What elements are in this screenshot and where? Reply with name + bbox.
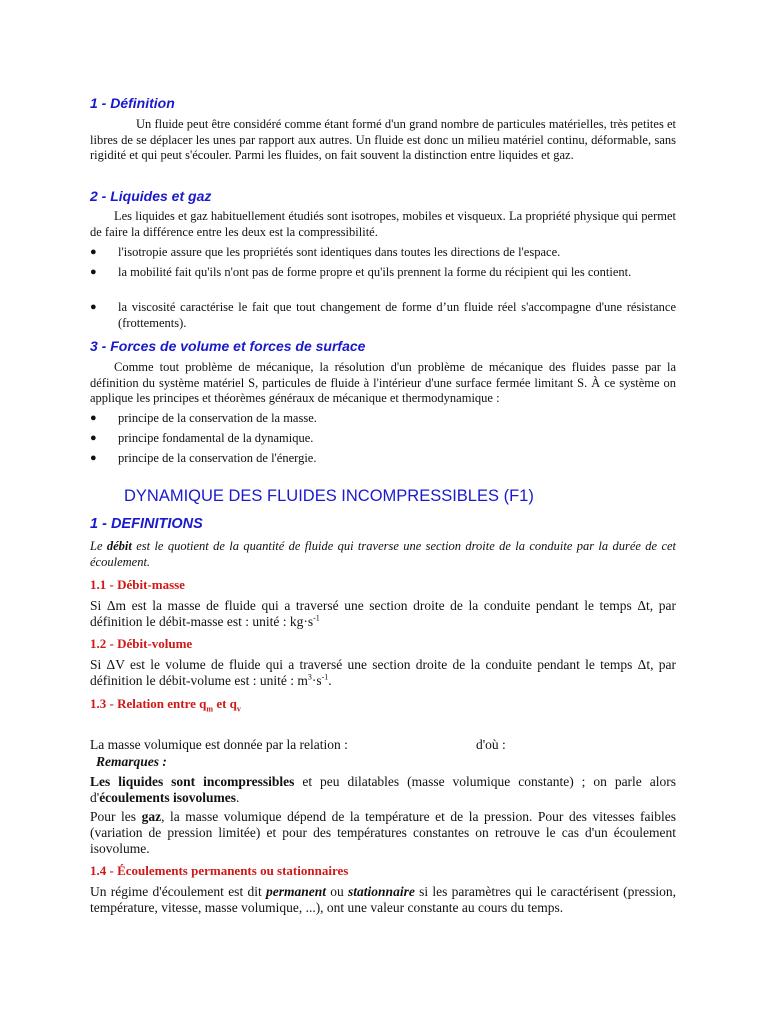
list-item-text: principe de la conservation de la masse.: [118, 411, 317, 425]
bullet-icon: ●: [90, 432, 97, 444]
s12-mid: ·s: [311, 673, 322, 688]
bullet-icon: ●: [90, 412, 97, 424]
section-2-heading: 2 - Liquides et gaz: [90, 188, 212, 204]
list-item: [90, 451, 676, 467]
gaz-text: [90, 809, 676, 857]
list-item-text: principe fondamental de la dynamique.: [118, 431, 314, 445]
s13-h-b: et q: [213, 696, 237, 711]
debit-definition: [90, 539, 676, 570]
section-1-text: Un fluide peut être considéré comme étant formé d'un grand nombre de particules matérielles, très petites et libres de se déplacer les unes par rapport aux autres. Un fluide est donc un milieu matériel continu, déformable, sans rigidité et qui peut s'écouler. Parmi les fluides, on fait souvent la distinction entre liquides et gaz.: [90, 117, 676, 162]
s12-line2: définition le débit-volume est : unité : m: [90, 673, 308, 688]
s14-rest: si les paramètres qui le caractérisent (pression, température, vitesse, masse volumique, ...), ont une valeur constante au cours du temps.: [90, 884, 676, 915]
bullet-icon: ●: [90, 452, 97, 464]
s13-h-sub1: m: [206, 704, 214, 714]
section-2-text: Les liquides et gaz habituellement étudiés sont isotropes, mobiles et visqueux. La propriété physique qui permet de faire la différence entre les deux est la compressibilité.: [90, 209, 676, 239]
list-item: [90, 265, 676, 297]
s13-h-a: 1.3 - Relation entre q: [90, 696, 207, 711]
gaz-rest: , la masse volumique dépend de la température et de la pression. Pour des vitesses faibles (variation de pression limitée) et pour des températures constantes on retrouve le cas d'un écoulement isovolume.: [90, 809, 676, 856]
section-1-4-heading: 1.4 - Écoulements permanents ou stationnaires: [90, 863, 349, 878]
s13-h-sub2: v: [236, 704, 241, 714]
def-term: débit: [106, 539, 132, 553]
liquides-text: [90, 774, 676, 806]
bullet-icon: ●: [90, 301, 97, 313]
def-rest: est le quotient de la quantité de fluide qui traverse une section droite de la conduite par la durée de cet écoulement.: [90, 539, 677, 569]
s11-line1: Si Δm est la masse de fluide qui a traversé une section droite de la conduite pendant le temps Δt, par: [90, 598, 676, 613]
section-1-1-text: [90, 598, 676, 630]
s14-stat: stationnaire: [348, 884, 415, 899]
s11-line2: définition le débit-masse est : unité : kg·s: [90, 614, 314, 629]
s14-perm: permanent: [265, 884, 326, 899]
liq-rest: et peu dilatables (masse volumique constante) ; on parle alors d': [90, 774, 676, 805]
remarques-label: Remarques :: [96, 754, 167, 769]
relation-text: La masse volumique est donnée par la relation :: [90, 737, 348, 752]
list-item-text: la viscosité caractérise le fait que tout changement de forme d’un fluide réel s'accompagne d'une résistance (frottements).: [118, 300, 676, 330]
list-item: [90, 245, 676, 261]
s14-ou: ou: [326, 884, 349, 899]
s14-a: Un régime d'écoulement est dit: [90, 884, 266, 899]
list-item-text: la mobilité fait qu'ils n'ont pas de forme propre et qu'ils prennent la forme du récipient qui les contient.: [118, 265, 632, 279]
liq-bold2: écoulements isovolumes: [99, 790, 237, 805]
bullet-icon: ●: [90, 246, 97, 258]
liq-bold: Les liquides sont incompressibles: [90, 774, 295, 789]
list-item-text: principe de la conservation de l'énergie.: [118, 451, 317, 465]
section-1-1-heading: 1.1 - Débit-masse: [90, 577, 185, 592]
section-1-2-text: [90, 657, 676, 689]
chapter-title: DYNAMIQUE DES FLUIDES INCOMPRESSIBLES (F1): [124, 487, 534, 505]
section-3-heading: 3 - Forces de volume et forces de surface: [90, 338, 366, 354]
list-item: [90, 300, 676, 332]
section-1-3-heading: [90, 696, 241, 712]
definitions-heading: 1 - DEFINITIONS: [90, 516, 203, 532]
section-1-heading: 1 - Définition: [90, 95, 175, 111]
liq-end: .: [236, 790, 240, 805]
bullet-icon: ●: [90, 266, 97, 278]
gaz-bold: gaz: [141, 809, 162, 824]
section-1-2-heading: 1.2 - Débit-volume: [90, 636, 193, 651]
s12-exp1: 3: [307, 672, 312, 682]
s12-exp2: -1: [321, 672, 329, 682]
list-item: [90, 411, 676, 427]
gaz-a: Pour les: [90, 809, 142, 824]
section-1-4-text: [90, 884, 676, 916]
s12-end: .: [328, 673, 332, 688]
def-intro: Le: [90, 539, 103, 553]
s12-line1: Si ΔV est le volume de fluide qui a traversé une section droite de la conduite pendant le temps Δt, par: [90, 657, 676, 672]
list-item-text: l'isotropie assure que les propriétés sont identiques dans toutes les directions de l'espace.: [118, 245, 561, 259]
list-item: [90, 431, 676, 447]
dou-text: d'où :: [476, 737, 506, 752]
section-3-text: Comme tout problème de mécanique, la résolution d'un problème de mécanique des fluides passe par la définition du système matériel S, particules de fluide à l'intérieur d'une surface fermée limitant S. À ce système on applique les principes et théorèmes généraux de mécanique et thermodynamique :: [90, 360, 676, 405]
s11-exp: -1: [313, 613, 320, 623]
